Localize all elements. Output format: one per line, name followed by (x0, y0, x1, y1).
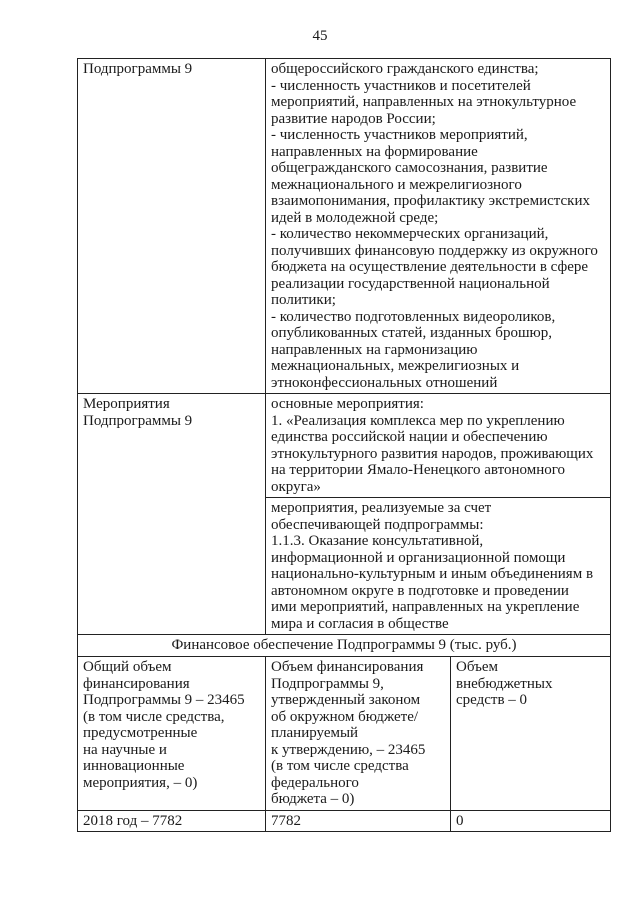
indicator-line: межнациональных, межрелигиозных и (271, 358, 520, 374)
indicators-label-cell (78, 59, 266, 393)
finance-line: федерального (271, 774, 359, 791)
indicator-line: этноконфессиональных отношений (271, 374, 498, 391)
indicator-line: общегражданского самосознания, развитие (271, 160, 548, 176)
activity-line: этнокультурного развития народов, проживающих (271, 445, 594, 462)
extrabudgetary-cell (451, 657, 610, 810)
indicator-line: - количество некоммерческих организаций, (271, 226, 549, 242)
support-activities-cell (266, 497, 610, 634)
activities-label-cell (78, 394, 266, 634)
indicator-line: межнационального и межрелигиозного (271, 176, 522, 193)
budget-funding-cell (266, 657, 451, 810)
passport-table (77, 58, 611, 832)
indicator-line: направленных на гармонизацию (271, 341, 478, 358)
finance-line: на научные и (83, 741, 167, 758)
finance-line: об окружном бюджете/ (271, 708, 419, 725)
activity-line: 1.1.3. Оказание консультативной, (271, 533, 484, 549)
finance-header: Финансовое обеспечение Подпрограммы 9 (тыс. руб.) (171, 637, 517, 653)
finance-columns-row (78, 657, 610, 811)
finance-line: Объем (456, 659, 498, 675)
finance-line: внебюджетных (456, 675, 553, 692)
activity-line: мира и согласия в обществе (271, 615, 449, 632)
activity-line: 1. «Реализация комплекса мер по укреплению (271, 412, 565, 429)
finance-line: средств – 0 (456, 692, 528, 708)
activity-line: единства российской нации и обеспечению (271, 429, 548, 445)
finance-line: Объем финансирования (271, 659, 424, 675)
indicator-line: идей в молодежной среде; (271, 209, 439, 226)
indicator-line: - количество подготовленных видеороликов, (271, 308, 556, 325)
activities-label: Мероприятия (83, 396, 170, 412)
indicators-content-cell (266, 59, 610, 393)
finance-line: Подпрограммы 9 – 23465 (83, 692, 245, 708)
finance-line: Общий объем (83, 659, 172, 675)
finance-line: к утверждению, – 23465 (271, 741, 426, 758)
indicator-line: политики; (271, 292, 336, 308)
activity-line: автономном округе в подготовке и проведении (271, 582, 569, 599)
finance-line: планируемый (271, 725, 359, 741)
indicator-line: бюджета на осуществление деятельности в сфере (271, 259, 589, 275)
activity-line: округа» (271, 478, 321, 495)
activity-line: основные мероприятия: (271, 396, 424, 412)
activity-line: ими мероприятий, направленных на укрепление (271, 599, 580, 615)
year-budget-cell: 7782 (266, 811, 451, 832)
indicator-line: - численность участников и посетителей (271, 77, 531, 94)
indicator-line: общероссийского гражданского единства; (271, 61, 539, 77)
indicators-label: Подпрограммы 9 (83, 61, 193, 77)
indicator-line: развитие народов России; (271, 110, 436, 127)
activities-row (78, 394, 610, 635)
indicator-line: взаимопонимания, профилактику экстремистских (271, 193, 590, 209)
finance-header-row (78, 635, 610, 657)
activity-line: мероприятия, реализуемые за счет (271, 500, 492, 516)
page-number: 45 (312, 28, 328, 44)
finance-line: предусмотренные (83, 725, 198, 741)
finance-line: (в том числе средства (271, 758, 409, 774)
indicator-line: получивших финансовую поддержку из окружного (271, 242, 598, 259)
finance-line: инновационные (83, 758, 185, 774)
activities-label: Подпрограммы 9 (83, 412, 193, 429)
year-extrabudgetary-cell: 0 (456, 812, 464, 829)
main-activities-cell (266, 394, 610, 497)
activity-line: национально-культурным и иным объединениям в (271, 566, 594, 582)
total-funding-cell (78, 657, 266, 810)
year-total-cell: 2018 год – 7782 (78, 811, 266, 832)
finance-line: (в том числе средства, (83, 708, 225, 725)
year-row (78, 811, 610, 832)
indicator-line: мероприятий, направленных на этнокультурное (271, 94, 577, 110)
finance-line: утвержденный законом (271, 692, 421, 708)
finance-line: финансирования (83, 675, 190, 692)
indicator-line: направленных на формирование (271, 143, 478, 160)
indicator-line: реализации государственной национальной (271, 275, 550, 292)
finance-line: бюджета – 0) (271, 791, 355, 807)
finance-line: Подпрограммы 9, (271, 675, 384, 692)
activity-line: обеспечивающей подпрограммы: (271, 516, 484, 533)
indicator-line: - численность участников мероприятий, (271, 127, 528, 143)
indicators-row (78, 59, 610, 394)
indicator-line: опубликованных статей, изданных брошюр, (271, 325, 552, 341)
activity-line: информационной и организационной помощи (271, 549, 566, 566)
activities-content (266, 394, 610, 634)
finance-line: мероприятия, – 0) (83, 774, 198, 791)
activity-line: на территории Ямало-Ненецкого автономного (271, 462, 566, 478)
